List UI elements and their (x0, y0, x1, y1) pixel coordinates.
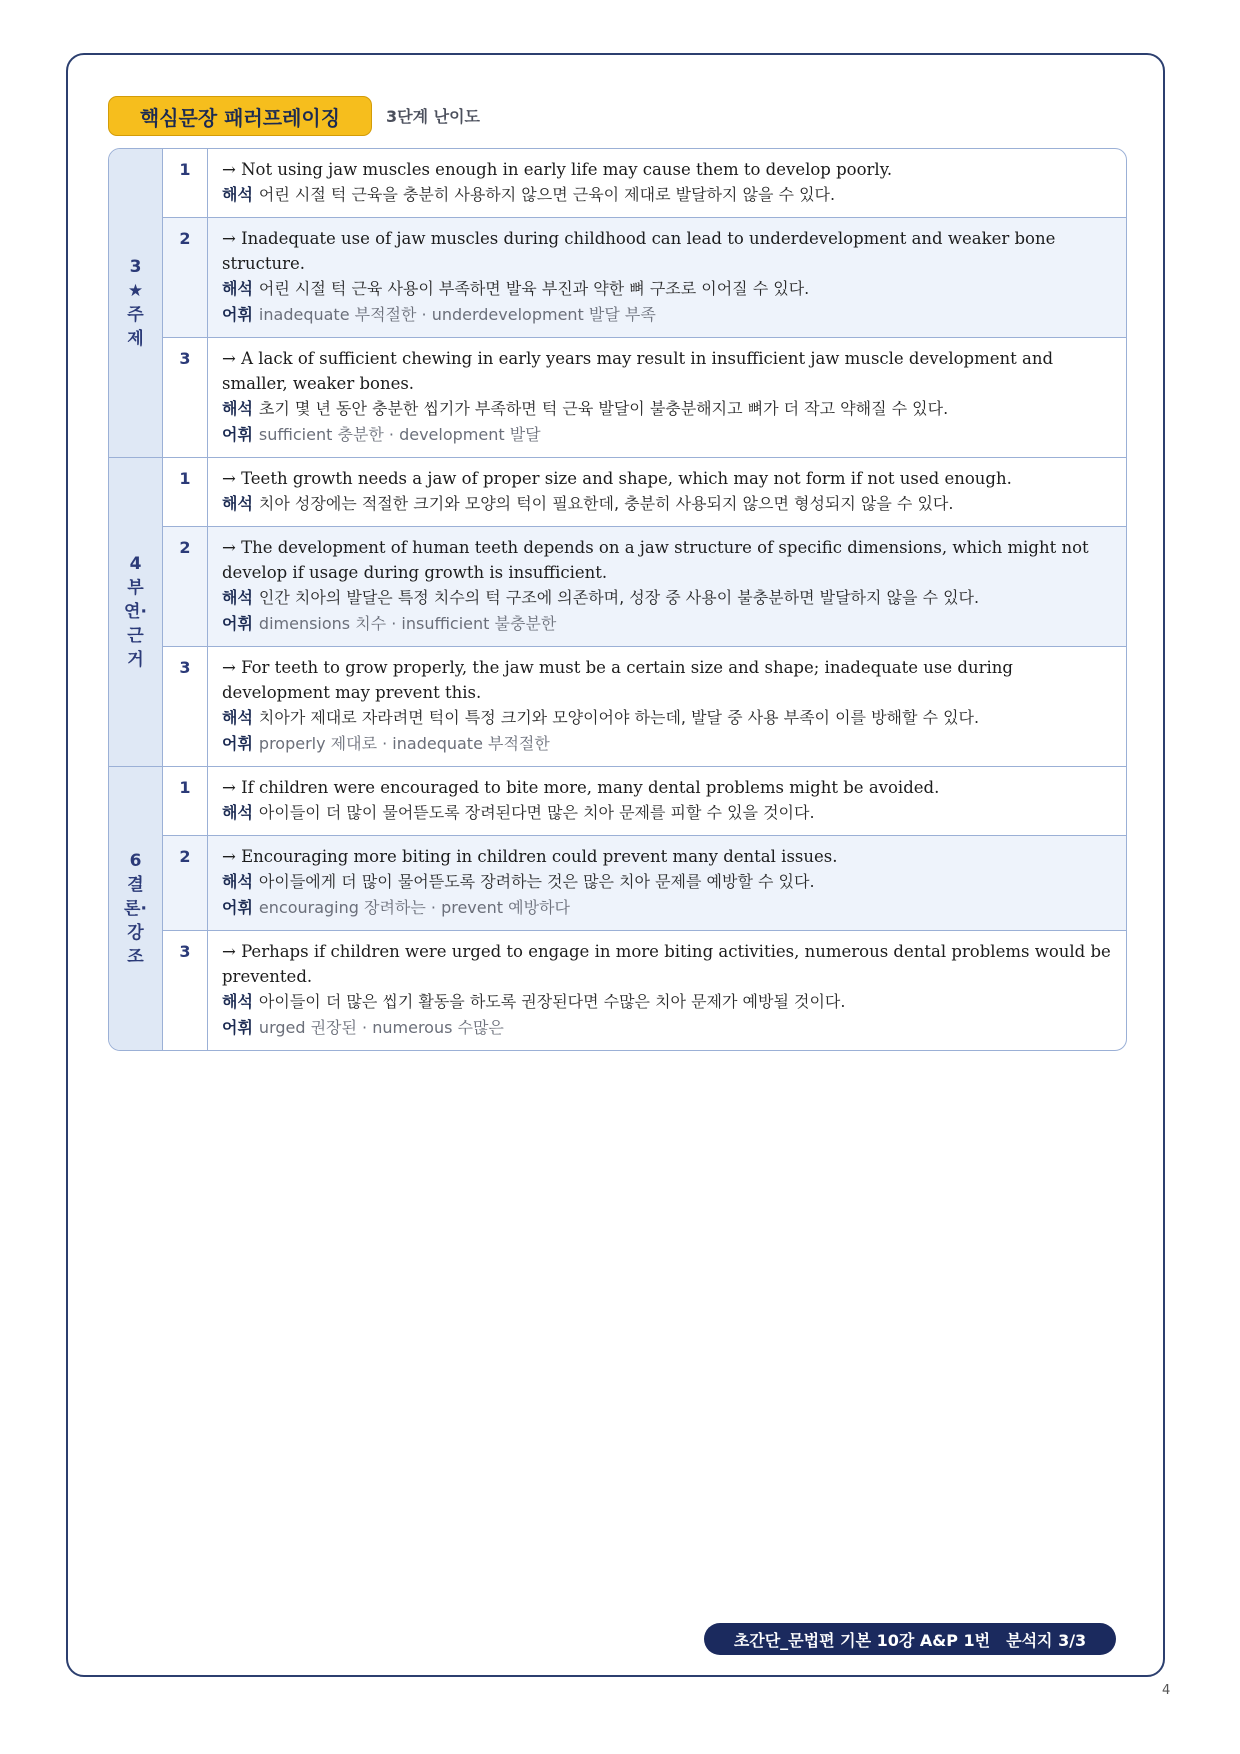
footer-badge (704, 1623, 1116, 1655)
translation-tag: 해석 (222, 399, 253, 418)
section-label-char: 조 (127, 946, 144, 967)
section-label-char: 근 (127, 626, 144, 646)
footer-title: 초간단_문법편 기본 10강 A&P 1번 (733, 1630, 991, 1650)
vocabulary-line (222, 731, 1112, 757)
english-sentence: → Teeth growth needs a jaw of proper size and shape, which may not form if not used enough. (222, 469, 1012, 488)
vocabulary-line (222, 611, 1112, 637)
vocabulary-tag: 어휘 (222, 305, 253, 324)
table-row (163, 149, 1126, 218)
translation-tag: 해석 (222, 708, 253, 727)
english-sentence: → If children were encouraged to bite more, many dental problems might be avoided. (222, 778, 940, 797)
table-row (163, 647, 1126, 766)
translation-tag: 해석 (222, 992, 253, 1011)
translation-text: 아이들이 더 많은 씹기 활동을 하도록 권장된다면 수많은 치아 문제가 예방될 것이다. (258, 992, 846, 1011)
row-number: 1 (163, 767, 208, 835)
row-number: 2 (163, 218, 208, 337)
paraphrase-table (108, 148, 1127, 1051)
vocabulary-text: inadequate 부적절한 · underdevelopment 발달 부족 (258, 305, 656, 324)
korean-translation (222, 800, 1112, 826)
translation-tag: 해석 (222, 872, 253, 891)
row-number: 3 (163, 931, 208, 1050)
section-label-char: 4 (129, 554, 142, 574)
translation-text: 치아가 제대로 자라려면 턱이 특정 크기와 모양이어야 하는데, 발달 중 사용 부족이 이를 방해할 수 있다. (258, 708, 980, 727)
vocabulary-tag: 어휘 (222, 425, 253, 444)
vocabulary-tag: 어휘 (222, 898, 253, 917)
translation-text: 초기 몇 년 동안 충분한 씹기가 부족하면 턱 근육 발달이 불충분해지고 뼈가 더 작고 약해질 수 있다. (258, 399, 949, 418)
english-sentence: → A lack of sufficient chewing in early years may result in insufficient jaw muscle development and smaller, weaker bones. (222, 349, 1054, 393)
page-number: 4 (1162, 1683, 1171, 1698)
translation-tag: 해석 (222, 803, 253, 822)
row-content (208, 458, 1126, 526)
vocabulary-tag: 어휘 (222, 1018, 253, 1037)
table-row (163, 767, 1126, 836)
translation-tag: 해석 (222, 494, 253, 513)
korean-translation (222, 276, 1112, 302)
table-row (163, 338, 1126, 457)
korean-translation (222, 989, 1112, 1015)
korean-translation (222, 182, 1112, 208)
english-sentence: → Not using jaw muscles enough in early life may cause them to develop poorly. (222, 160, 893, 179)
section-label-char: 론· (124, 898, 147, 919)
table-row (163, 931, 1126, 1050)
section-label (109, 767, 163, 1050)
section-label-char: 6 (129, 850, 142, 871)
section-group (109, 767, 1126, 1050)
translation-text: 치아 성장에는 적절한 크기와 모양의 턱이 필요한데, 충분히 사용되지 않으면 형성되지 않을 수 있다. (258, 494, 954, 513)
vocabulary-line (222, 895, 1112, 921)
section-label (109, 458, 163, 766)
translation-text: 인간 치아의 발달은 특정 치수의 턱 구조에 의존하며, 성장 중 사용이 불충분하면 발달하지 않을 수 있다. (258, 588, 980, 607)
difficulty-label: 3단계 난이도 (386, 107, 480, 126)
table-row (163, 218, 1126, 338)
vocabulary-line (222, 1015, 1112, 1041)
footer-page-label: 분석지 3/3 (1006, 1630, 1087, 1650)
row-content (208, 836, 1126, 930)
section-label-char: 주 (127, 305, 144, 325)
row-number: 2 (163, 836, 208, 930)
vocabulary-line (222, 422, 1112, 448)
table-row (163, 836, 1126, 931)
table-row (163, 527, 1126, 647)
english-sentence: → Perhaps if children were urged to engage in more biting activities, numerous dental problems would be prevented. (222, 942, 1111, 986)
section-label-char: 거 (127, 650, 144, 670)
translation-text: 어린 시절 턱 근육 사용이 부족하면 발육 부진과 약한 뼈 구조로 이어질 수 있다. (258, 279, 810, 298)
vocabulary-tag: 어휘 (222, 734, 253, 753)
vocabulary-line (222, 302, 1112, 328)
row-content (208, 218, 1126, 337)
english-sentence: → Encouraging more biting in children could prevent many dental issues. (222, 847, 838, 866)
row-content (208, 338, 1126, 457)
korean-translation (222, 869, 1112, 895)
row-content (208, 149, 1126, 217)
row-number: 1 (163, 458, 208, 526)
vocabulary-text: encouraging 장려하는 · prevent 예방하다 (258, 898, 570, 917)
translation-tag: 해석 (222, 185, 253, 204)
translation-tag: 해석 (222, 279, 253, 298)
row-number: 2 (163, 527, 208, 646)
row-number: 3 (163, 647, 208, 766)
translation-tag: 해석 (222, 588, 253, 607)
korean-translation (222, 396, 1112, 422)
section-group (109, 458, 1126, 767)
english-sentence: → Inadequate use of jaw muscles during childhood can lead to underdevelopment and weaker bone structure. (222, 229, 1056, 273)
vocabulary-text: sufficient 충분한 · development 발달 (258, 425, 541, 444)
row-number: 3 (163, 338, 208, 457)
section-label-char: 제 (127, 329, 144, 349)
section-title-badge: 핵심문장 패러프레이징 (108, 96, 372, 136)
row-content (208, 647, 1126, 766)
vocabulary-text: urged 권장된 · numerous 수많은 (258, 1018, 504, 1037)
table-row (163, 458, 1126, 527)
row-content (208, 767, 1126, 835)
korean-translation (222, 705, 1112, 731)
row-number: 1 (163, 149, 208, 217)
translation-text: 아이들이 더 많이 물어뜯도록 장려된다면 많은 치아 문제를 피할 수 있을 것이다. (258, 803, 815, 822)
vocabulary-text: dimensions 치수 · insufficient 불충분한 (258, 614, 557, 633)
translation-text: 어린 시절 턱 근육을 충분히 사용하지 않으면 근육이 제대로 발달하지 않을 수 있다. (258, 185, 836, 204)
row-content (208, 931, 1126, 1050)
section-label-char: ★ (127, 281, 144, 301)
vocabulary-text: properly 제대로 · inadequate 부적절한 (258, 734, 550, 753)
english-sentence: → The development of human teeth depends on a jaw structure of specific dimensions, which might not develop if usage during growth is insufficient. (222, 538, 1089, 582)
section-label-char: 3 (129, 257, 142, 277)
section-label-char: 강 (127, 922, 144, 943)
section-label-char: 부 (127, 578, 144, 598)
english-sentence: → For teeth to grow properly, the jaw must be a certain size and shape; inadequate use during development may prevent this. (222, 658, 1013, 702)
row-content (208, 527, 1126, 646)
section-label-char: 결 (127, 874, 144, 895)
vocabulary-tag: 어휘 (222, 614, 253, 633)
translation-text: 아이들에게 더 많이 물어뜯도록 장려하는 것은 많은 치아 문제를 예방할 수 있다. (258, 872, 815, 891)
section-label (109, 149, 163, 457)
korean-translation (222, 491, 1112, 517)
section-label-char: 연· (124, 602, 147, 622)
korean-translation (222, 585, 1112, 611)
section-group (109, 149, 1126, 458)
